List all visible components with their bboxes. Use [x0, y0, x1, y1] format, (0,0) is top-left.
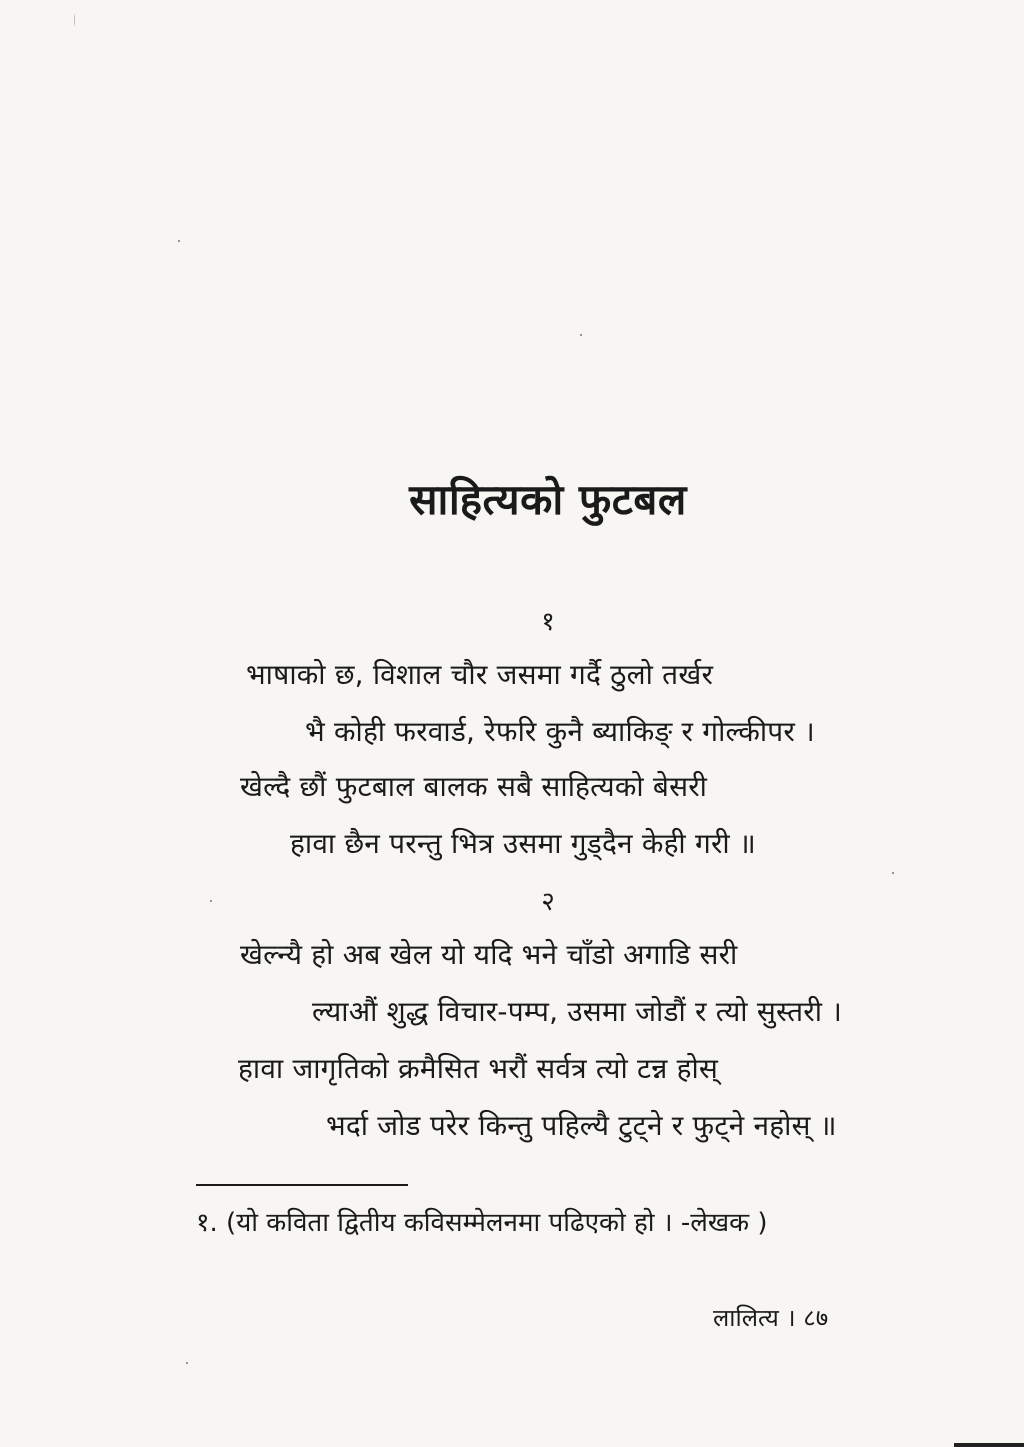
poem-line: खेल्दै छौं फुटबाल बालक सबै साहित्यको बेसरी	[240, 770, 708, 803]
scan-speck	[186, 1362, 188, 1364]
scan-speck	[210, 900, 212, 902]
poem-line: हावा छैन परन्तु भित्र उसमा गुड्दैन केही गरी ॥	[290, 827, 756, 860]
poem-line: खेल्न्यै हो अब खेल यो यदि भने चाँडो अगाडि सरी	[240, 938, 738, 971]
scan-speck	[580, 334, 582, 336]
footnote-divider	[196, 1184, 408, 1186]
poem-title: साहित्यको फुटबल	[409, 475, 687, 524]
scan-speck	[892, 872, 894, 874]
poem-line: भर्दा जोड परेर किन्तु पहिल्यै टुट्ने र फुट्ने नहोस् ॥	[326, 1109, 837, 1142]
poem-line: भै कोही फरवार्ड, रेफरि कुनै ब्याकिङ् र गोल्कीपर ।	[305, 715, 815, 748]
poem-line: हावा जागृतिको क्रमैसित भरौं सर्वत्र त्यो टन्न होस्	[238, 1052, 719, 1085]
footnote: १. (यो कविता द्वितीय कविसम्मेलनमा पढिएको हो । -लेखक )	[196, 1208, 768, 1238]
scan-speck	[178, 240, 180, 242]
page-edge-shadow	[954, 1443, 1024, 1447]
page-footer: लालित्य । ८७	[713, 1304, 829, 1332]
poem-line: भाषाको छ, विशाल चौर जसमा गर्दै ठुलो तर्खर	[246, 658, 714, 691]
stanza-number: १	[541, 607, 555, 637]
poem-line: ल्याऔं शुद्ध विचार-पम्प, उसमा जोडौं र त्यो सुस्तरी ।	[312, 995, 843, 1028]
scan-speck	[74, 14, 75, 26]
stanza-number: २	[541, 887, 555, 917]
